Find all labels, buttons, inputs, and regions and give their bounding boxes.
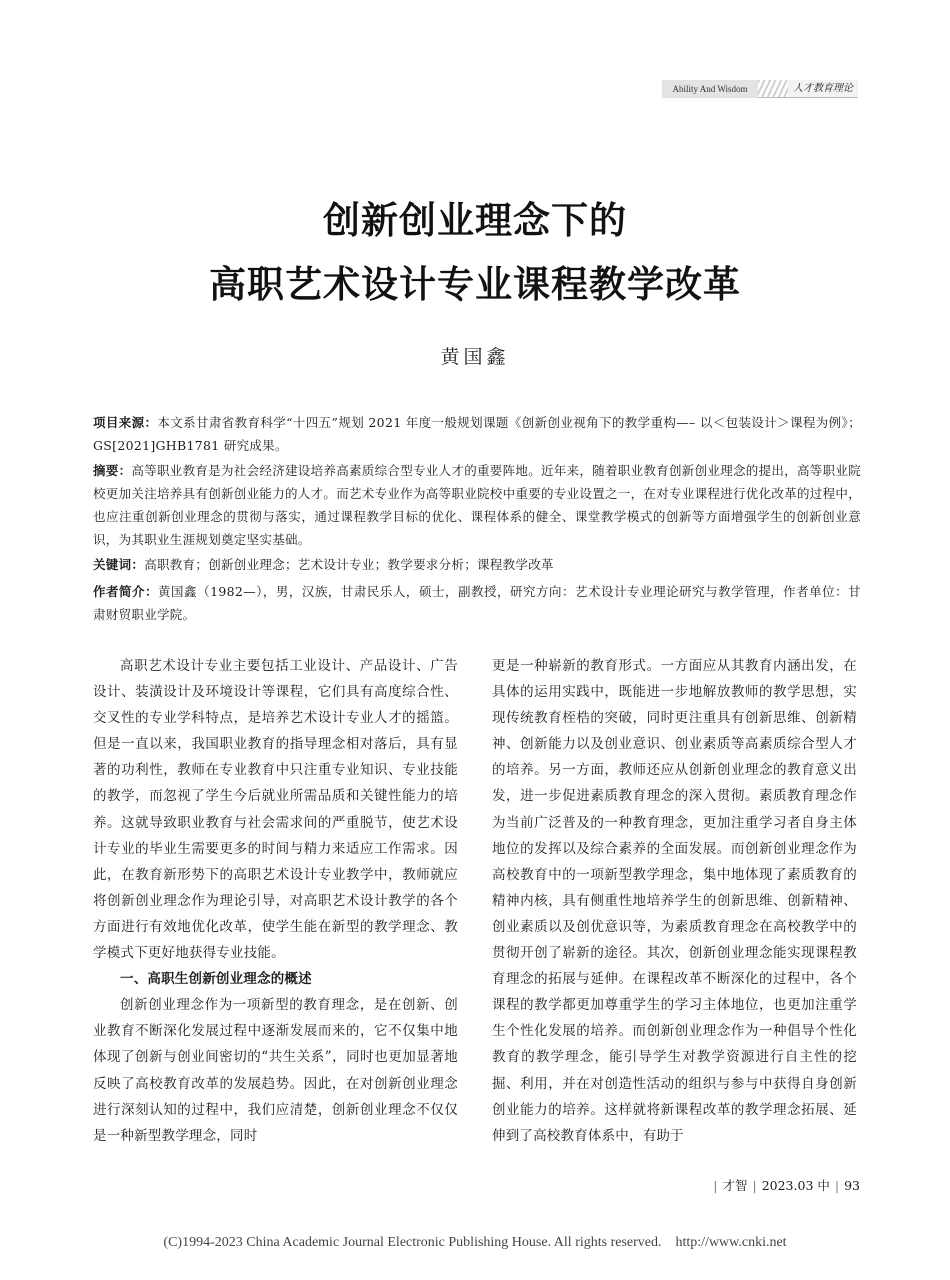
footer-separator: |: [713, 1178, 718, 1193]
page-number: 93: [844, 1178, 860, 1193]
copyright-notice: (C)1994-2023 China Academic Journal Electronic Publishing House. All rights reserved. http://www.cnki.net: [163, 1235, 787, 1250]
abstract-label: 摘要：: [93, 463, 132, 478]
page-footer: [700, 1175, 860, 1197]
header-slash-decoration: [758, 80, 788, 98]
column-name: 人才教育理论: [788, 80, 858, 98]
keywords-text: 高职教育；创新创业理念；艺术设计专业；教学要求分析；课程教学改革: [144, 557, 554, 572]
project-source: [93, 411, 861, 457]
abstract-text: 高等职业教育是为社会经济建设培养高素质综合型专业人才的重要阵地。近年来，随着职业教育创新创业理念的提出，高等职业院校更加关注培养具有创新创业能力的人才。而艺术专业作为高等职业院校中重要的专业设置之一，在对专业课程进行优化改革的过程中，也应注重创新创业理念的贯彻与落实，通过课程教学目标的优化、课程体系的健全、课堂教学模式的创新等方面增强学生的创新创业意识，为其职业生涯规划奠定坚实基础。: [93, 463, 862, 547]
body-right-column: [492, 653, 857, 1149]
article-title-line-2: 高职艺术设计专业课程教学改革: [209, 262, 741, 306]
body-paragraph: 创新创业理念作为一项新型的教育理念，是在创新、创业教育不断深化发展过程中逐渐发展而来的，它不仅集中地体现了创新与创业间密切的“共生关系”，同时也更加显著地反映了高校教育改革的发展趋势。因此，在对创新创业理念进行深刻认知的过程中，我们应清楚，创新创业理念不仅仅是一种新型教学理念，同时: [93, 997, 458, 1144]
author-bio-label: 作者简介：: [93, 584, 159, 599]
journal-english-name: Ability And Wisdom: [662, 80, 758, 98]
abstract: [93, 459, 861, 551]
body-paragraph: 高职艺术设计专业主要包括工业设计、产品设计、广告设计、装潢设计及环境设计等课程，它们具有高度综合性、交叉性的专业学科特点，是培养艺术设计专业人才的摇篮。但是一直以来，我国职业教育的指导理念相对落后，具有显著的功利性，教师在专业教育中只注重专业知识、专业技能的教学，而忽视了学生今后就业所需品质和关键性能力的培养。这就导致职业教育与社会需求间的严重脱节，使艺术设计专业的毕业生需要更多的时间与精力来适应工作需求。因此，在教育新形势下的高职艺术设计专业教学中，教师就应将创新创业理念作为理论引导，对高职艺术设计教学的各个方面进行有效地优化改革，使学生能在新型的教学理念、教学模式下更好地获得专业技能。: [93, 658, 458, 962]
author-bio-text: 黄国鑫（1982—），男，汉族，甘肃民乐人，硕士，副教授，研究方向：艺术设计专业理论研究与教学管理，作者单位：甘肃财贸职业学院。: [93, 584, 861, 622]
author-bio: [93, 580, 861, 626]
running-header: [662, 80, 858, 98]
section-heading: 一、高职生创新创业理念的概述: [120, 971, 312, 988]
article-title-line-1: 创新创业理念下的: [323, 198, 627, 242]
footer-journal: 才智: [722, 1178, 748, 1193]
project-source-text: 本文系甘肃省教育科学“十四五”规划 2021 年度一般规划课题《创新创业视角下的教学重构—– 以＜包装设计＞课程为例》；GS[2021]GHB1781 研究成果。: [93, 415, 861, 453]
body-paragraph: 更是一种崭新的教育形式。一方面应从其教育内涵出发，在具体的运用实践中，既能进一步地解放教师的教学思想，实现传统教育桎梏的突破，同时更注重具有创新思维、创新精神、创新能力以及创业意识、创业素质等高素质综合型人才的培养。另一方面，教师还应从创新创业理念的教育意义出发，进一步促进素质教育理念的深入贯彻。素质教育理念作为当前广泛普及的一种教育理念，更加注重学习者自身主体地位的发挥以及综合素养的全面发展。而创新创业理念作为高校教育中的一项新型教学理念，集中地体现了素质教育的精神内核，具有侧重性地培养学生的创新思维、创新精神、创业素质以及创优意识等，为素质教育理念在高校教学中的贯彻开创了崭新的途径。其次，创新创业理念能实现课程教育理念的拓展与延伸。在课程改革不断深化的过程中，各个课程的教学都更加尊重学生的学习主体地位，也更加注重学生个性化发展的培养。而创新创业理念作为一种倡导个性化教育的教学理念，能引导学生对教学资源进行自主性的挖掘、利用，并在对创造性活动的组织与参与中获得自身创新创业能力的培养。这样就将新课程改革的教学理念拓展、延伸到了高校教育体系中，有助于: [492, 658, 857, 1144]
keywords-label: 关键词：: [93, 557, 145, 572]
footer-separator: |: [752, 1178, 757, 1193]
project-source-label: 项目来源：: [93, 415, 158, 430]
body-left-column: [93, 653, 458, 1149]
header-rule: [758, 97, 858, 98]
footer-issue: 2023.03 中: [761, 1178, 830, 1193]
footer-separator: |: [834, 1178, 840, 1193]
author-name: 黄国鑫: [440, 346, 510, 368]
keywords: [93, 553, 861, 576]
